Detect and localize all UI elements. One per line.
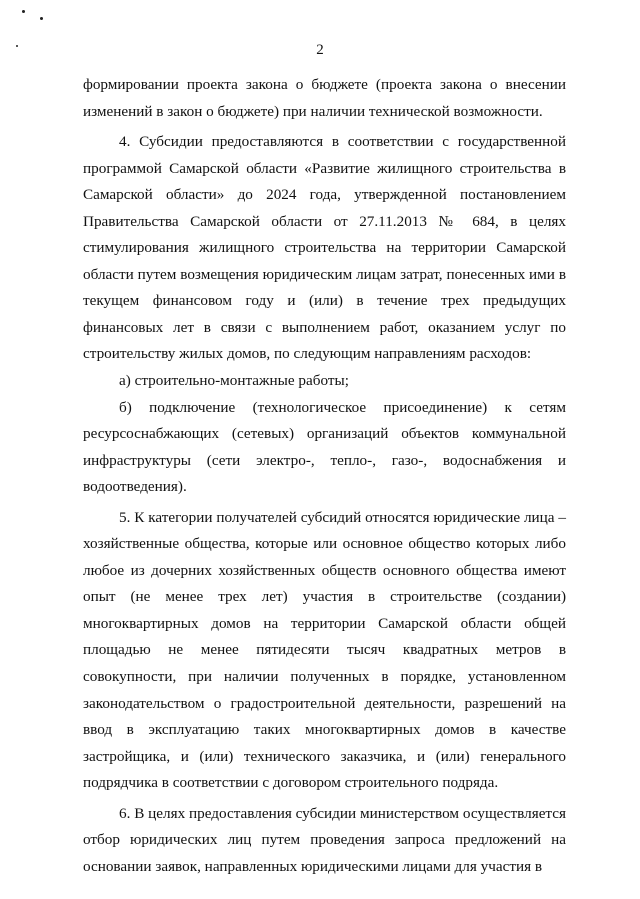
paragraph-subitem-b: б) подключение (технологическое присоединение) к сетям ресурсоснабжающих (сетевых) организаций объектов коммунальной инфраструктуры (сети электро-, тепло-, газо-, водоснабжения и водоотведения). (83, 398, 566, 496)
page-number: 2 (316, 42, 324, 58)
scan-mark (22, 10, 25, 13)
paragraph-item-6: 6. В целях предоставления субсидии министерством осуществляется отбор юридических лиц путем проведения запроса предложений на основании заявок, направленных юридическими лицами для участия в (83, 804, 566, 875)
paragraph-continuation: формировании проекта закона о бюджете (проекта закона о внесении изменений в закон о бюджете) при наличии технической возможности. (83, 76, 566, 120)
document-body (83, 72, 566, 880)
paragraph-subitem-a: а) строительно-монтажные работы; (119, 372, 349, 390)
paragraph-item-5: 5. К категории получателей субсидий относятся юридические лица – хозяйственные общества, которые или основное общество которых либо любое из дочерних хозяйственных обществ основного общества имеют опыт (не менее трех лет) участия в строительстве (создании) многоквартирных домов на территории Самарской области общей площадью не менее пятидесяти тысяч квадратных метров в совокупности, при наличии полученных в порядке, установленном законодательством о градостроительной деятельности, разрешений на ввод в эксплуатацию таких многоквартирных домов в качестве застройщика, и (или) технического заказчика, и (или) генерального подрядчика в соответствии с договором строительного подряда. (83, 508, 566, 792)
paragraph-item-4: 4. Субсидии предоставляются в соответствии с государственной программой Самарской области «Развитие жилищного строительства в Самарской области» до 2024 года, утвержденной постановлением Правительства Самарской области от 27.11.2013 № 684, в целях стимулирования жилищного строительства на территории Самарской области путем возмещения юридическим лицам затрат, понесенных ими в текущем финансовом году и (или) в течение трех предыдущих финансовых лет в связи с выполнением работ, оказанием услуг по строительству жилых домов, по следующим направлениям расходов: (83, 133, 566, 363)
scan-mark (40, 17, 43, 20)
